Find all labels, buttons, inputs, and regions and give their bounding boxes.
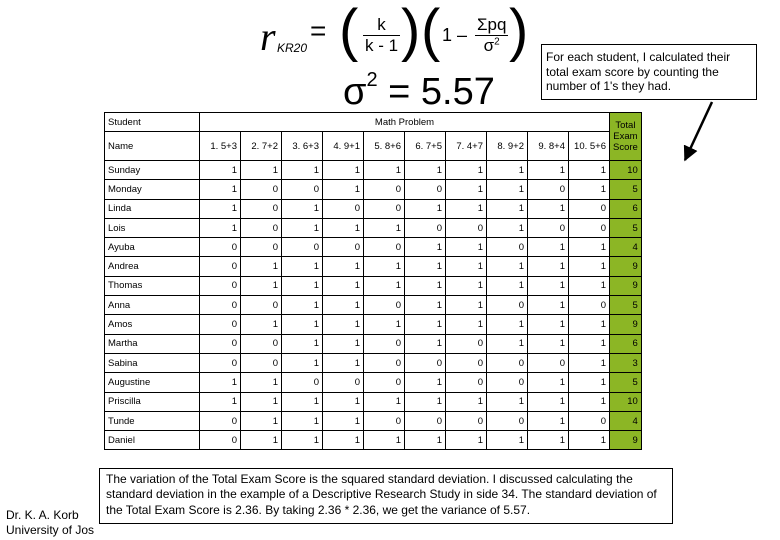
table-row xyxy=(105,315,642,334)
score-cell: 1 xyxy=(487,334,528,353)
score-cell: 0 xyxy=(282,373,323,392)
total-score-cell: 9 xyxy=(610,315,642,334)
score-cell: 1 xyxy=(487,392,528,411)
author-credit xyxy=(6,508,94,538)
score-cell: 0 xyxy=(487,296,528,315)
k-fraction xyxy=(363,15,400,56)
score-cell: 0 xyxy=(241,218,282,237)
problem-header: 10. 5+6 xyxy=(569,132,610,161)
student-name: Lois xyxy=(105,218,200,237)
score-cell: 1 xyxy=(487,218,528,237)
table-row xyxy=(105,431,642,450)
score-cell: 1 xyxy=(569,238,610,257)
student-name: Sabina xyxy=(105,353,200,372)
score-cell: 0 xyxy=(200,411,241,430)
author-name: Dr. K. A. Korb xyxy=(6,508,79,522)
table-row xyxy=(105,238,642,257)
score-cell: 1 xyxy=(569,431,610,450)
student-name: Sunday xyxy=(105,161,200,180)
score-cell: 1 xyxy=(569,180,610,199)
score-cell: 1 xyxy=(446,257,487,276)
score-cell: 1 xyxy=(241,392,282,411)
score-cell: 1 xyxy=(446,199,487,218)
student-name: Monday xyxy=(105,180,200,199)
score-cell: 0 xyxy=(241,296,282,315)
score-cell: 0 xyxy=(364,199,405,218)
score-cell: 1 xyxy=(323,276,364,295)
score-cell: 0 xyxy=(487,353,528,372)
variance-value: $\sigma^2 = 5.57$ xyxy=(343,69,495,113)
score-cell: 1 xyxy=(528,238,569,257)
score-cell: 1 xyxy=(364,392,405,411)
table-row xyxy=(105,257,642,276)
total-score-cell: 5 xyxy=(610,180,642,199)
score-cell: 1 xyxy=(282,218,323,237)
student-name: Linda xyxy=(105,199,200,218)
header-row-2 xyxy=(105,132,642,161)
student-name: Andrea xyxy=(105,257,200,276)
score-cell: 1 xyxy=(241,276,282,295)
total-score-cell: 5 xyxy=(610,218,642,237)
score-cell: 1 xyxy=(364,276,405,295)
score-cell: 1 xyxy=(323,180,364,199)
score-cell: 0 xyxy=(405,180,446,199)
left-paren-2: ( xyxy=(421,0,441,63)
author-affiliation: University of Jos xyxy=(6,523,95,537)
score-cell: 1 xyxy=(323,257,364,276)
right-paren-2: ) xyxy=(509,0,529,63)
problem-header: 4. 9+1 xyxy=(323,132,364,161)
score-cell: 0 xyxy=(241,353,282,372)
score-cell: 1 xyxy=(405,276,446,295)
score-cell: 0 xyxy=(200,257,241,276)
score-cell: 1 xyxy=(323,353,364,372)
student-name: Amos xyxy=(105,315,200,334)
score-cell: 1 xyxy=(405,315,446,334)
total-score-cell: 9 xyxy=(610,431,642,450)
score-cell: 1 xyxy=(405,431,446,450)
score-cell: 1 xyxy=(405,334,446,353)
score-cell: 1 xyxy=(569,315,610,334)
score-cell: 1 xyxy=(446,392,487,411)
right-paren-1: ) xyxy=(401,0,421,63)
score-cell: 1 xyxy=(446,296,487,315)
problem-header: 1. 5+3 xyxy=(200,132,241,161)
total-score-cell: 10 xyxy=(610,392,642,411)
score-cell: 1 xyxy=(364,257,405,276)
score-cell: 0 xyxy=(364,296,405,315)
score-cell: 1 xyxy=(364,431,405,450)
total-score-cell: 4 xyxy=(610,411,642,430)
score-cell: 1 xyxy=(323,315,364,334)
score-cell: 0 xyxy=(569,296,610,315)
score-cell: 0 xyxy=(405,353,446,372)
score-cell: 0 xyxy=(487,373,528,392)
score-cell: 1 xyxy=(528,199,569,218)
math-problem-header: Math Problem xyxy=(200,113,610,132)
score-cell: 1 xyxy=(528,431,569,450)
score-cell: 0 xyxy=(405,411,446,430)
score-cell: 0 xyxy=(241,238,282,257)
score-cell: 0 xyxy=(364,373,405,392)
score-cell: 1 xyxy=(528,334,569,353)
score-cell: 1 xyxy=(446,161,487,180)
score-cell: 1 xyxy=(241,411,282,430)
score-cell: 1 xyxy=(405,296,446,315)
score-cell: 1 xyxy=(569,392,610,411)
score-cell: 0 xyxy=(569,218,610,237)
score-cell: 0 xyxy=(323,373,364,392)
score-cell: 1 xyxy=(569,161,610,180)
score-cell: 1 xyxy=(241,315,282,334)
k-numerator: k xyxy=(377,15,386,34)
score-cell: 1 xyxy=(200,180,241,199)
total-score-cell: 6 xyxy=(610,199,642,218)
table-row xyxy=(105,161,642,180)
score-cell: 0 xyxy=(528,353,569,372)
score-cell: 1 xyxy=(528,373,569,392)
table-row xyxy=(105,411,642,430)
score-cell: 0 xyxy=(323,238,364,257)
score-cell: 0 xyxy=(528,218,569,237)
score-cell: 0 xyxy=(405,218,446,237)
table-row xyxy=(105,180,642,199)
score-cell: 0 xyxy=(569,199,610,218)
score-cell: 1 xyxy=(200,161,241,180)
student-name: Ayuba xyxy=(105,238,200,257)
total-score-cell: 5 xyxy=(610,296,642,315)
name-header: Name xyxy=(105,132,200,161)
left-paren-1: ( xyxy=(339,0,359,63)
score-cell: 1 xyxy=(405,257,446,276)
score-cell: 1 xyxy=(241,257,282,276)
score-cell: 0 xyxy=(364,238,405,257)
score-cell: 1 xyxy=(569,373,610,392)
pq-numerator: Σpq xyxy=(477,15,507,34)
score-cell: 1 xyxy=(241,161,282,180)
score-cell: 0 xyxy=(200,353,241,372)
score-cell: 1 xyxy=(282,392,323,411)
score-cell: 1 xyxy=(282,276,323,295)
score-cell: 1 xyxy=(528,315,569,334)
score-cell: 1 xyxy=(528,411,569,430)
callout-box: For each student, I calculated their total exam score by counting the number of 1's they had. xyxy=(541,44,757,100)
problem-header: 9. 8+4 xyxy=(528,132,569,161)
score-cell: 1 xyxy=(446,276,487,295)
score-cell: 1 xyxy=(487,161,528,180)
score-cell: 0 xyxy=(200,276,241,295)
score-cell: 0 xyxy=(446,334,487,353)
score-table xyxy=(104,112,642,450)
score-cell: 1 xyxy=(487,199,528,218)
problem-header: 8. 9+2 xyxy=(487,132,528,161)
score-cell: 1 xyxy=(282,257,323,276)
score-cell: 1 xyxy=(323,334,364,353)
score-cell: 0 xyxy=(200,431,241,450)
total-score-cell: 9 xyxy=(610,276,642,295)
score-cell: 1 xyxy=(282,353,323,372)
score-cell: 0 xyxy=(487,238,528,257)
score-cell: 0 xyxy=(446,373,487,392)
score-cell: 1 xyxy=(282,296,323,315)
score-cell: 1 xyxy=(364,315,405,334)
score-cell: 0 xyxy=(446,218,487,237)
student-name: Martha xyxy=(105,334,200,353)
student-name: Augustine xyxy=(105,373,200,392)
pq-denominator: $\sigma^2$ xyxy=(475,35,508,56)
score-cell: 1 xyxy=(200,392,241,411)
kr20-formula xyxy=(255,0,535,115)
pq-fraction xyxy=(475,15,508,56)
one-minus: 1 – xyxy=(442,25,468,45)
score-cell: 1 xyxy=(528,392,569,411)
score-cell: 0 xyxy=(241,180,282,199)
score-cell: 0 xyxy=(364,411,405,430)
total-score-cell: 5 xyxy=(610,373,642,392)
score-cell: 1 xyxy=(282,161,323,180)
score-cell: 1 xyxy=(569,334,610,353)
k-denominator: k - 1 xyxy=(365,36,399,55)
score-cell: 0 xyxy=(282,180,323,199)
score-cell: 1 xyxy=(282,315,323,334)
score-cell: 0 xyxy=(569,411,610,430)
score-cell: 1 xyxy=(323,218,364,237)
header-row-1 xyxy=(105,113,642,132)
score-cell: 1 xyxy=(569,276,610,295)
formula-r: r xyxy=(260,14,276,59)
student-name: Tunde xyxy=(105,411,200,430)
score-cell: 0 xyxy=(364,180,405,199)
score-cell: 1 xyxy=(487,431,528,450)
formula-equals: = xyxy=(310,15,327,46)
student-name: Priscilla xyxy=(105,392,200,411)
score-cell: 1 xyxy=(241,431,282,450)
score-cell: 1 xyxy=(528,161,569,180)
score-cell: 1 xyxy=(569,353,610,372)
score-cell: 0 xyxy=(446,411,487,430)
student-name: Thomas xyxy=(105,276,200,295)
score-cell: 1 xyxy=(364,161,405,180)
problem-header: 3. 6+3 xyxy=(282,132,323,161)
score-cell: 1 xyxy=(487,257,528,276)
score-cell: 1 xyxy=(405,238,446,257)
score-cell: 1 xyxy=(446,315,487,334)
score-cell: 0 xyxy=(323,199,364,218)
total-score-header: Total Exam Score xyxy=(610,113,642,161)
table-row xyxy=(105,296,642,315)
score-cell: 1 xyxy=(323,296,364,315)
score-cell: 0 xyxy=(200,296,241,315)
problem-header: 6. 7+5 xyxy=(405,132,446,161)
problem-header: 7. 4+7 xyxy=(446,132,487,161)
student-name: Anna xyxy=(105,296,200,315)
score-cell: 1 xyxy=(364,218,405,237)
table-row xyxy=(105,199,642,218)
score-cell: 1 xyxy=(282,199,323,218)
score-cell: 1 xyxy=(446,431,487,450)
total-score-cell: 10 xyxy=(610,161,642,180)
score-cell: 1 xyxy=(323,392,364,411)
table-row xyxy=(105,373,642,392)
score-cell: 0 xyxy=(487,411,528,430)
score-cell: 0 xyxy=(282,238,323,257)
score-cell: 0 xyxy=(528,180,569,199)
score-cell: 0 xyxy=(200,315,241,334)
score-cell: 1 xyxy=(282,334,323,353)
score-cell: 0 xyxy=(200,334,241,353)
total-score-cell: 3 xyxy=(610,353,642,372)
score-cell: 1 xyxy=(323,411,364,430)
total-score-cell: 6 xyxy=(610,334,642,353)
score-cell: 0 xyxy=(364,334,405,353)
score-cell: 1 xyxy=(323,161,364,180)
total-score-cell: 9 xyxy=(610,257,642,276)
score-cell: 0 xyxy=(241,334,282,353)
score-cell: 1 xyxy=(405,392,446,411)
score-cell: 1 xyxy=(487,315,528,334)
score-cell: 1 xyxy=(528,296,569,315)
total-score-cell: 4 xyxy=(610,238,642,257)
score-cell: 1 xyxy=(446,238,487,257)
student-header: Student xyxy=(105,113,200,132)
score-cell: 1 xyxy=(282,431,323,450)
table-row xyxy=(105,334,642,353)
score-cell: 1 xyxy=(200,199,241,218)
student-name: Daniel xyxy=(105,431,200,450)
score-cell: 0 xyxy=(446,353,487,372)
score-cell: 1 xyxy=(487,276,528,295)
score-cell: 0 xyxy=(200,238,241,257)
problem-header: 5. 8+6 xyxy=(364,132,405,161)
score-cell: 1 xyxy=(241,373,282,392)
score-cell: 1 xyxy=(200,373,241,392)
score-cell: 1 xyxy=(405,161,446,180)
score-cell: 1 xyxy=(528,276,569,295)
score-cell: 1 xyxy=(200,218,241,237)
problem-header: 2. 7+2 xyxy=(241,132,282,161)
score-cell: 1 xyxy=(446,180,487,199)
score-cell: 1 xyxy=(569,257,610,276)
score-cell: 1 xyxy=(487,180,528,199)
score-cell: 0 xyxy=(241,199,282,218)
formula-subscript: KR20 xyxy=(277,41,308,55)
table-row xyxy=(105,353,642,372)
score-cell: 1 xyxy=(282,411,323,430)
score-cell: 0 xyxy=(364,353,405,372)
table-row xyxy=(105,218,642,237)
score-cell: 1 xyxy=(528,257,569,276)
score-cell: 1 xyxy=(405,373,446,392)
variance-explanation: The variation of the Total Exam Score is the squared standard deviation. I discussed calculating the standard deviation in the example of a Descriptive Research Study in side 34. The standard deviation of the Total Exam Score is 2.36. By taking 2.36 * 2.36, we get the variance of 5.57. xyxy=(99,468,673,524)
table-row xyxy=(105,276,642,295)
table-row xyxy=(105,392,642,411)
score-cell: 1 xyxy=(405,199,446,218)
score-cell: 1 xyxy=(323,431,364,450)
